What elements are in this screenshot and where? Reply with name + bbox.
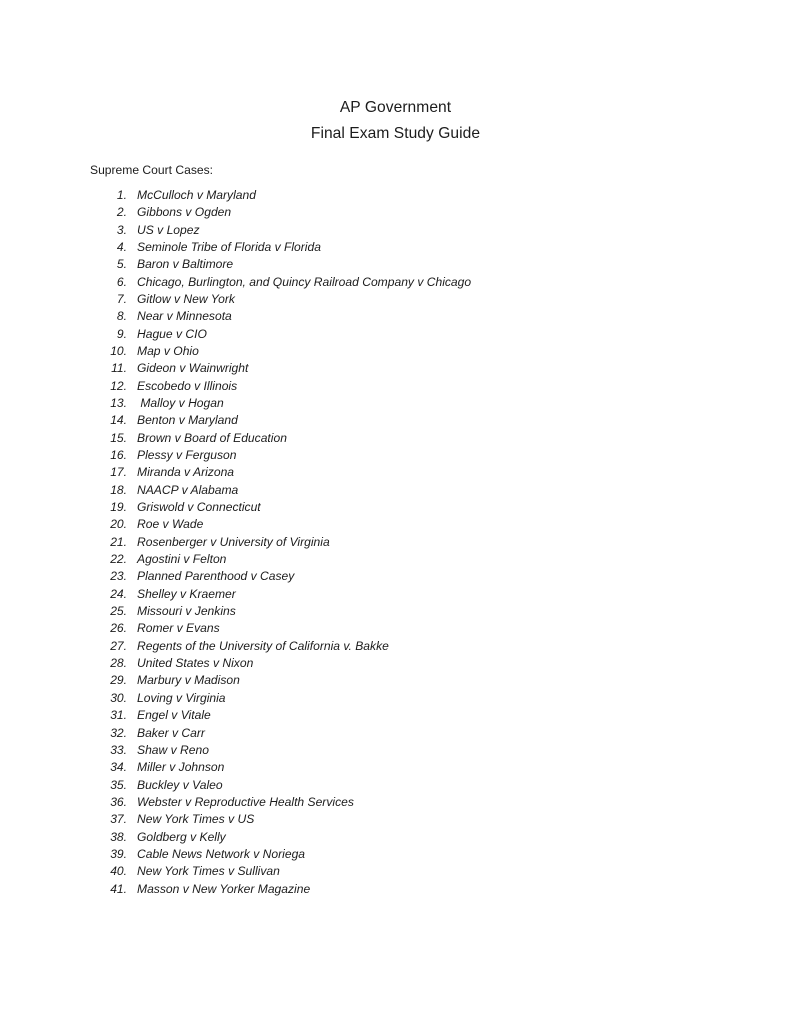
list-item (90, 222, 730, 239)
list-item (90, 326, 730, 343)
list-item-label: Gibbons v Ogden (137, 205, 232, 220)
list-item-label: Baron v Baltimore (137, 257, 234, 272)
list-item-number: 31. (110, 708, 127, 723)
list-item-label: Gitlow v New York (137, 291, 235, 306)
list-item-number: 6. (116, 274, 127, 289)
list-item (90, 412, 730, 429)
list-item-number: 19. (110, 500, 127, 515)
list-item-label: Plessy v Ferguson (137, 448, 237, 462)
list-item-number: 21. (110, 534, 127, 549)
list-item (90, 620, 730, 637)
list-item-number: 18. (110, 482, 127, 497)
list-item (90, 777, 730, 794)
list-item-label: Masson v New Yorker Magazine (137, 881, 311, 896)
list-item-label: US v Lopez (137, 222, 200, 237)
list-item-label: Goldberg v Kelly (137, 829, 226, 844)
list-item (90, 586, 730, 603)
list-item-label: Engel v Vitale (137, 708, 211, 723)
list-item-number: 3. (116, 222, 127, 237)
list-item-label: Benton v Maryland (137, 413, 238, 428)
list-item-label: Rosenberger v University of Virginia (137, 534, 330, 549)
list-item-number: 35. (110, 777, 127, 792)
list-item-label: Regents of the University of California v. Bakke (137, 638, 389, 653)
list-item (90, 308, 730, 325)
list-item (90, 568, 730, 585)
list-item-number: 34. (110, 760, 127, 775)
list-item-number: 15. (110, 430, 127, 445)
list-item-number: 7. (116, 291, 127, 306)
list-item (90, 256, 730, 273)
list-item-label: Shaw v Reno (137, 742, 209, 757)
list-item-number: 4. (116, 239, 127, 254)
list-item-label: Gideon v Wainwright (137, 361, 249, 376)
section-heading-supreme-court-cases: Supreme Court Cases: (90, 163, 214, 177)
list-item (90, 829, 730, 846)
list-item-label: New York Times v Sullivan (137, 864, 280, 879)
list-item (90, 690, 730, 707)
list-item-number: 11. (111, 361, 127, 376)
list-item-number: 40. (110, 864, 127, 879)
list-item-label: Baker v Carr (137, 725, 205, 740)
list-item (90, 360, 730, 377)
list-item (90, 187, 730, 204)
list-item-number: 24. (110, 586, 127, 601)
list-item-label: Malloy v Hogan (137, 395, 224, 410)
document-body (90, 162, 730, 898)
list-item-label: Griswold v Connecticut (137, 500, 261, 515)
list-item (90, 707, 730, 724)
list-item-number: 25. (110, 604, 127, 619)
supreme-court-case-list (90, 187, 730, 898)
list-item-number: 39. (110, 846, 127, 861)
list-item-number: 16. (110, 448, 127, 462)
list-item (90, 204, 730, 221)
list-item-label: Brown v Board of Education (137, 430, 287, 445)
list-item-number: 37. (110, 812, 127, 827)
list-item (90, 881, 730, 898)
list-item-label: Miranda v Arizona (137, 465, 235, 480)
list-item-label: Escobedo v Illinois (137, 378, 238, 393)
list-item (90, 655, 730, 672)
list-item-number: 2. (116, 205, 127, 220)
list-item-number: 41. (110, 881, 127, 896)
list-item (90, 672, 730, 689)
list-item (90, 551, 730, 568)
list-item (90, 846, 730, 863)
list-item (90, 239, 730, 256)
list-item-label: Planned Parenthood v Casey (137, 569, 295, 584)
list-item-label: Loving v Virginia (137, 690, 226, 705)
list-item (90, 516, 730, 533)
list-item-number: 22. (110, 552, 127, 567)
list-item-label: Agostini v Felton (137, 552, 227, 567)
list-item-label: McCulloch v Maryland (137, 187, 256, 202)
list-item (90, 603, 730, 620)
list-item (90, 534, 730, 551)
list-item-number: 14. (110, 413, 127, 428)
list-item-number: 23. (110, 569, 127, 584)
list-item (90, 794, 730, 811)
list-item-number: 38. (110, 829, 127, 844)
list-item-label: Shelley v Kraemer (137, 586, 236, 601)
list-item-label: Missouri v Jenkins (137, 604, 236, 619)
list-item (90, 499, 730, 516)
list-item-label: Roe v Wade (137, 517, 204, 532)
list-item-number: 12. (110, 378, 127, 393)
list-item-number: 1. (116, 187, 127, 202)
list-item-label: Seminole Tribe of Florida v Florida (137, 239, 321, 254)
list-item (90, 447, 730, 464)
list-item-number: 5. (116, 257, 127, 272)
list-item-label: Chicago, Burlington, and Quincy Railroad Company v Chicago (137, 274, 472, 289)
list-item-label: Marbury v Madison (137, 673, 240, 688)
list-item-label: Buckley v Valeo (137, 777, 223, 792)
list-item (90, 430, 730, 447)
list-item-label: Near v Minnesota (137, 309, 232, 324)
page-title-line-2: Final Exam Study Guide (310, 124, 481, 142)
list-item-label: Miller v Johnson (137, 760, 225, 775)
list-item-number: 8. (116, 309, 127, 324)
list-item-number: 17. (110, 465, 127, 480)
list-item-number: 9. (116, 326, 127, 341)
list-item (90, 863, 730, 880)
list-item (90, 742, 730, 759)
list-item-number: 29. (110, 673, 127, 688)
list-item (90, 811, 730, 828)
list-item-number: 36. (110, 794, 127, 809)
list-item-number: 32. (110, 725, 127, 740)
list-item (90, 759, 730, 776)
list-item (90, 395, 730, 412)
list-item-number: 27. (110, 638, 127, 653)
list-item (90, 378, 730, 395)
document-title-block (0, 95, 791, 146)
list-item (90, 638, 730, 655)
list-item-number: 10. (110, 343, 127, 358)
list-item-label: Hague v CIO (137, 326, 207, 341)
list-item-label: United States v Nixon (137, 656, 254, 671)
list-item-number: 20. (110, 517, 127, 532)
list-item-label: Romer v Evans (137, 621, 220, 636)
list-item (90, 725, 730, 742)
list-item-label: NAACP v Alabama (137, 482, 239, 497)
list-item-label: New York Times v US (137, 812, 255, 827)
list-item (90, 464, 730, 481)
list-item-number: 28. (110, 656, 127, 671)
list-item-label: Webster v Reproductive Health Services (137, 794, 354, 809)
list-item (90, 343, 730, 360)
list-item-number: 30. (110, 690, 127, 705)
list-item-label: Cable News Network v Noriega (137, 846, 306, 861)
list-item-number: 33. (110, 742, 127, 757)
list-item (90, 274, 730, 291)
list-item-number: 26. (110, 621, 127, 636)
page-title-line-1: AP Government (339, 99, 452, 116)
list-item-number: 13. (110, 395, 127, 410)
list-item (90, 482, 730, 499)
list-item (90, 291, 730, 308)
list-item-label: Map v Ohio (137, 343, 199, 358)
